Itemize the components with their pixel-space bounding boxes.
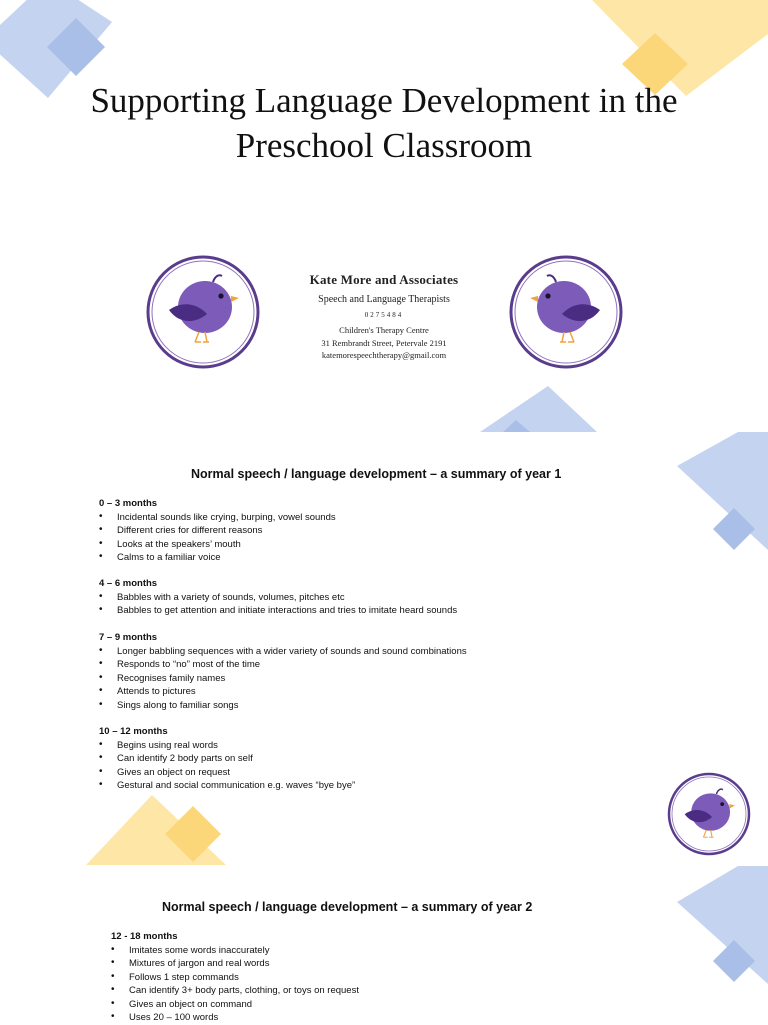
list-item: • Imitates some words inaccurately [111, 944, 359, 958]
list-item: • Can identify 3+ body parts, clothing, or toys on request [111, 984, 359, 998]
group-label: 12 - 18 months [111, 931, 178, 942]
email: katemorespeechtherapy@gmail.com [321, 350, 447, 360]
list-item: • Babbles to get attention and initiate interactions and tries to imitate heard sounds [99, 604, 457, 618]
list-item: • Begins using real words [99, 739, 355, 753]
list-item: • Calms to a familiar voice [99, 551, 336, 565]
list-item: • Sings along to familiar songs [99, 699, 467, 713]
phone-number: 0275484 [364, 311, 404, 319]
year2-group-12-18 [111, 930, 359, 1025]
mid-triangle [480, 386, 597, 432]
left-yellow-triangle [86, 795, 226, 865]
year1-group-10-12 [99, 725, 355, 793]
year2-heading: Normal speech / language development – a summary of year 2 [162, 900, 533, 914]
year1-group-7-9 [99, 631, 467, 712]
group-label: 4 – 6 months [99, 578, 158, 589]
right-diamond-1 [677, 432, 768, 550]
list-item: • Attends to pictures [99, 685, 467, 699]
bird-logo-right [506, 252, 626, 372]
group-label: 10 – 12 months [99, 726, 168, 737]
list-item: • Uses 20 – 100 words [111, 1011, 359, 1025]
list-item: • Recognises family names [99, 672, 467, 686]
year1-group-0-3 [99, 497, 336, 565]
year1-group-4-6 [99, 577, 457, 618]
list-item: • Gives an object on request [99, 766, 355, 780]
bird-icon [530, 275, 600, 342]
right-diamond-2 [677, 866, 768, 984]
list-item: • Gives an object on command [111, 998, 359, 1012]
list-item: • Gestural and social communication e.g. waves “bye bye” [99, 779, 355, 793]
tagline: Speech and Language Therapists [318, 294, 450, 305]
list-item: • Longer babbling sequences with a wider variety of sounds and sound combinations [99, 645, 467, 659]
list-item: • Follows 1 step commands [111, 971, 359, 985]
list-item: • Looks at the speakers’ mouth [99, 538, 336, 552]
list-item: • Can identify 2 body parts on self [99, 752, 355, 766]
list-item: • Babbles with a variety of sounds, volumes, pitches etc [99, 591, 457, 605]
bird-logo-left [143, 252, 263, 372]
list-item: • Incidental sounds like crying, burping, vowel sounds [99, 511, 336, 525]
bird-icon [685, 789, 735, 837]
page-title: Supporting Language Development in the Preschool Classroom [90, 81, 678, 165]
bird-logo-small [666, 771, 752, 857]
list-item: • Different cries for different reasons [99, 524, 336, 538]
company-name: Kate More and Associates [309, 272, 459, 287]
address: 31 Rembrandt Street, Petervale 2191 [321, 337, 447, 348]
group-label: 7 – 9 months [99, 632, 158, 643]
list-item: • Responds to “no” most of the time [99, 658, 467, 672]
group-label: 0 – 3 months [99, 498, 158, 509]
year1-heading: Normal speech / language development – a summary of year 1 [191, 467, 562, 481]
list-item: • Mixtures of jargon and real words [111, 957, 359, 971]
bird-icon [169, 275, 239, 342]
centre-name: Children's Therapy Centre [339, 325, 429, 335]
contact-block [270, 272, 498, 362]
